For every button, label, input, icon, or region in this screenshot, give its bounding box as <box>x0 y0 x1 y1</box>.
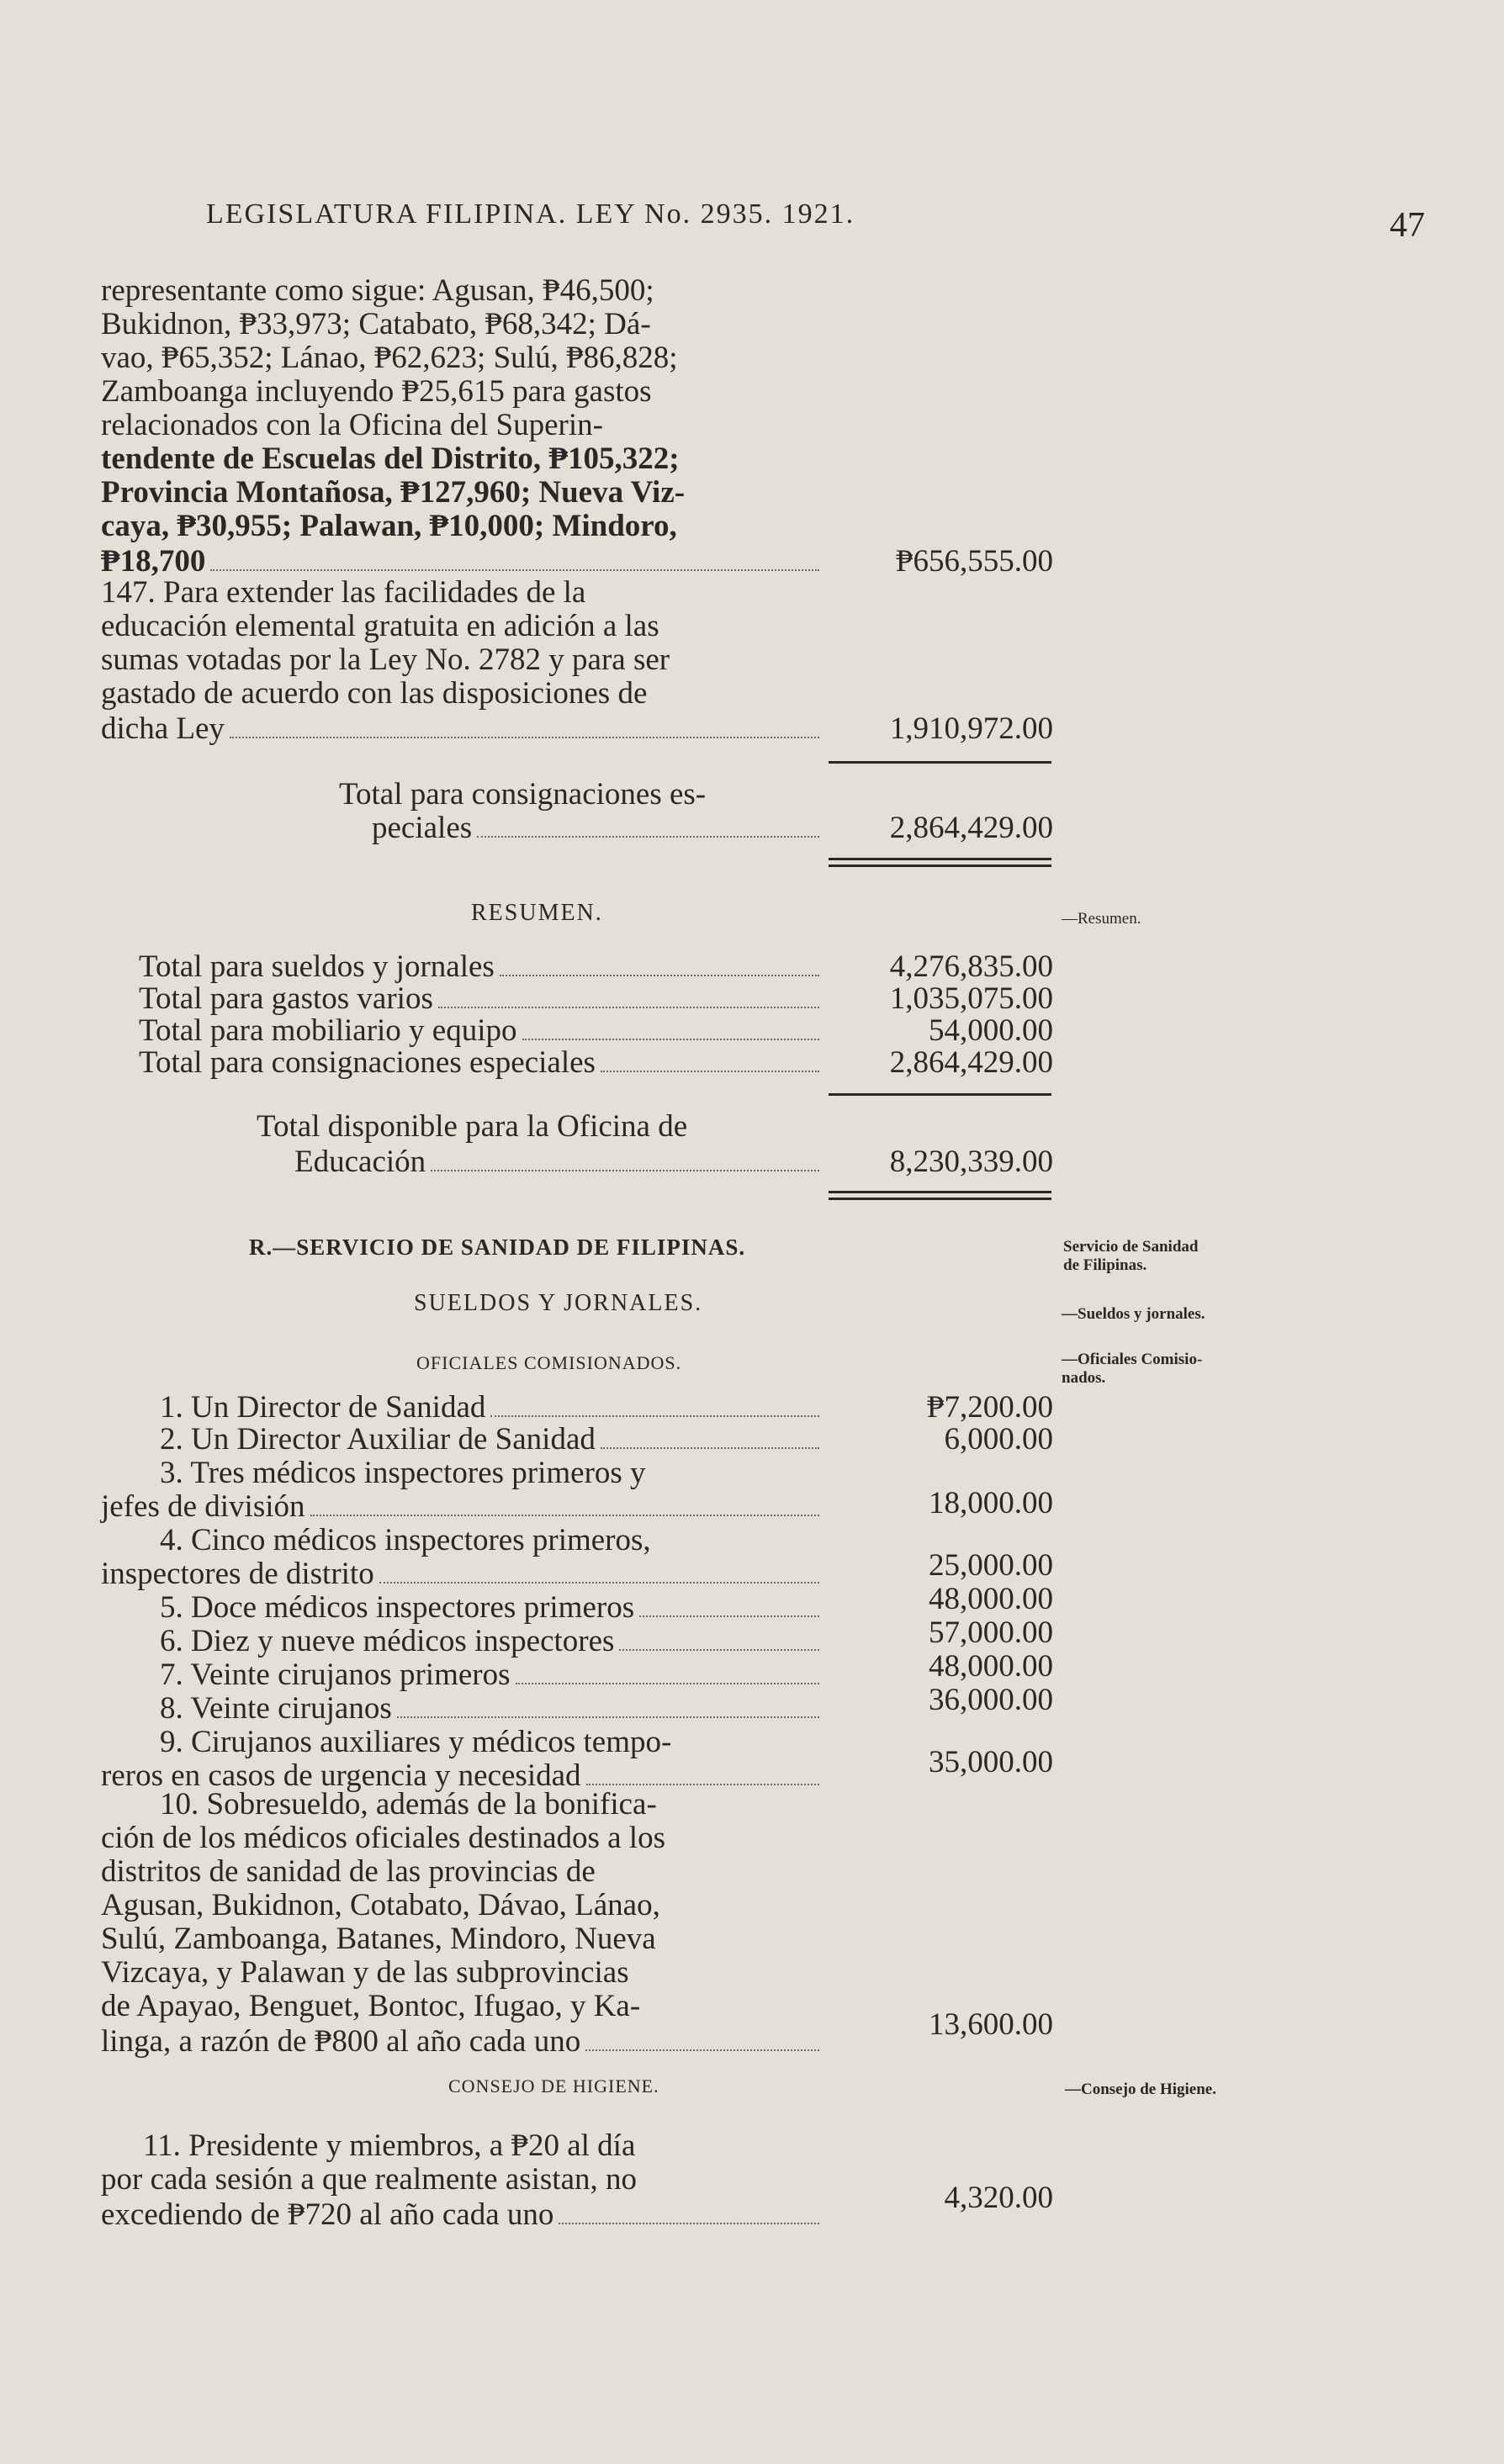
amount: ₱7,200.00 <box>926 1390 1053 1425</box>
leader-dots <box>379 1582 819 1584</box>
minor-heading: OFICIALES COMISIONADOS. <box>416 1352 682 1373</box>
item-label: 4. Cinco médicos inspectores primeros, <box>160 1523 651 1557</box>
text-line: excediendo de ₱720 al año cada uno <box>101 2197 554 2232</box>
item-11 <box>101 2129 826 2197</box>
amount: 4,320.00 <box>944 2181 1053 2215</box>
double-rule <box>829 858 1051 860</box>
summary-row <box>139 1013 824 1046</box>
summary-row <box>139 1044 824 1078</box>
amount: 25,000.00 <box>929 1548 1053 1583</box>
item-label: 9. Cirujanos auxiliares y médicos tempo- <box>160 1725 672 1759</box>
subtotal-label: peciales <box>372 811 473 845</box>
text-line: educación elemental gratuita en adición a las <box>101 609 659 643</box>
row-label: Total para sueldos y jornales <box>139 949 495 984</box>
leader-line <box>294 1144 824 1177</box>
leader-line <box>101 2023 824 2057</box>
amount: 4,276,835.00 <box>889 949 1053 984</box>
text-line: caya, ₱30,955; Palawan, ₱10,000; Mindoro, <box>101 509 677 543</box>
leader-dots <box>438 1007 819 1008</box>
margin-note <box>1062 1351 1202 1388</box>
text-line: representante como sigue: Agusan, ₱46,500; <box>101 273 654 308</box>
item-row <box>160 1690 824 1724</box>
text-line: tendente de Escuelas del Distrito, ₱105,322; <box>101 442 680 476</box>
summary-row <box>139 949 824 982</box>
total-label: Educación <box>294 1145 426 1179</box>
text-line: 147. Para extender las facilidades de la <box>101 575 586 610</box>
item-label: 2. Un Director Auxiliar de Sanidad <box>160 1422 596 1457</box>
margin-note-line: nados. <box>1062 1369 1106 1387</box>
amount: 2,864,429.00 <box>889 1045 1053 1080</box>
text-line: ción de los médicos oficiales destinados a los <box>101 1821 665 1855</box>
text-line: linga, a razón de ₱800 al año cada uno <box>101 2024 581 2059</box>
row-label: Total para gastos varios <box>139 981 433 1016</box>
leader-dots <box>310 1515 819 1516</box>
leader-line <box>101 543 824 577</box>
summary-row <box>139 981 824 1014</box>
subtotal-label: Total para consignaciones es- <box>339 777 707 812</box>
leader-dots <box>500 975 819 976</box>
margin-note-line: de Filipinas. <box>1063 1256 1147 1274</box>
subheading: SUELDOS Y JORNALES. <box>414 1290 703 1316</box>
text-line: por cada sesión a que realmente asistan, no <box>101 2162 637 2197</box>
margin-note <box>1063 1238 1198 1275</box>
text-line: ₱18,700 <box>101 544 206 579</box>
text-line: Zamboanga incluyendo ₱25,615 para gastos <box>101 374 652 409</box>
amount: 1,035,075.00 <box>889 981 1053 1016</box>
item-label: 5. Doce médicos inspectores primeros <box>160 1590 635 1625</box>
sum-rule <box>829 761 1051 764</box>
double-rule <box>829 1198 1051 1200</box>
leader-dots <box>210 569 819 571</box>
leader-dots <box>477 836 819 838</box>
amount: 48,000.00 <box>929 1582 1053 1616</box>
page-number: 47 <box>1390 206 1425 245</box>
text-line: Vizcaya, y Palawan y de las subprovincias <box>101 1955 629 1990</box>
item-label: inspectores de distrito <box>101 1557 374 1591</box>
text-line: de Apayao, Benguet, Bontoc, Ifugao, y Ka- <box>101 1989 641 2023</box>
item-row <box>160 1623 824 1657</box>
section-heading: RESUMEN. <box>471 900 603 926</box>
leader-dots <box>619 1649 819 1651</box>
leader-dots <box>586 1784 819 1785</box>
leader-dots <box>431 1170 819 1171</box>
text-line: 10. Sobresueldo, además de la bonifica- <box>160 1787 657 1822</box>
text-line: Agusan, Bukidnon, Cotabato, Dávao, Lánao, <box>101 1888 660 1922</box>
item-label: 6. Diez y nueve médicos inspectores <box>160 1624 615 1658</box>
item-row <box>101 1556 824 1589</box>
text-line: relacionados con la Oficina del Superin- <box>101 408 603 442</box>
leader-dots <box>559 2223 819 2224</box>
amount: 36,000.00 <box>929 1683 1053 1717</box>
margin-note: —Consejo de Higiene. <box>1065 2081 1216 2098</box>
leader-dots <box>230 737 819 738</box>
item-label: jefes de división <box>101 1489 305 1524</box>
leader-dots <box>601 1071 819 1072</box>
item-row <box>160 1389 824 1423</box>
item-row <box>160 1421 824 1455</box>
margin-note-line: —Oficiales Comisio- <box>1062 1351 1203 1368</box>
margin-note-line: Servicio de Sanidad <box>1063 1238 1199 1256</box>
text-line: Bukidnon, ₱33,973; Catabato, ₱68,342; Dá- <box>101 307 651 341</box>
item-label: 3. Tres médicos inspectores primeros y <box>160 1456 646 1490</box>
row-label: Total para consignaciones especiales <box>139 1045 596 1080</box>
leader-line <box>101 2197 824 2230</box>
margin-note: —Sueldos y jornales. <box>1062 1305 1205 1323</box>
item-label: 1. Un Director de Sanidad <box>160 1390 486 1425</box>
leader-dots <box>585 2049 819 2051</box>
leader-dots <box>516 1683 819 1684</box>
leader-dots <box>522 1039 819 1040</box>
text-line: distritos de sanidad de las provincias de <box>101 1854 596 1889</box>
item-label: 8. Veinte cirujanos <box>160 1691 392 1726</box>
amount: 18,000.00 <box>929 1486 1053 1520</box>
text-line: sumas votadas por la Ley No. 2782 y para ser <box>101 642 670 677</box>
text-line: dicha Ley <box>101 711 225 746</box>
amount: 2,864,429.00 <box>889 811 1053 845</box>
amount: 48,000.00 <box>929 1649 1053 1684</box>
amount: 54,000.00 <box>929 1013 1053 1048</box>
item-row <box>160 1589 824 1623</box>
text-line: vao, ₱65,352; Lánao, ₱62,623; Sulú, ₱86,828; <box>101 341 678 375</box>
item-147 <box>101 576 826 711</box>
margin-note: —Resumen. <box>1062 910 1141 928</box>
item-row <box>101 1758 824 1791</box>
text-line: Sulú, Zamboanga, Batanes, Mindoro, Nueva <box>101 1922 656 1956</box>
minor-heading: CONSEJO DE HIGIENE. <box>448 2075 659 2097</box>
row-label: Total para mobiliario y equipo <box>139 1013 517 1048</box>
text-line: Provincia Montañosa, ₱127,960; Nueva Viz- <box>101 475 686 510</box>
amount: 13,600.00 <box>929 2007 1053 2042</box>
running-head: LEGISLATURA FILIPINA. LEY No. 2935. 1921. <box>206 198 855 230</box>
item-label: 7. Veinte cirujanos primeros <box>160 1658 511 1692</box>
leader-dots <box>490 1415 819 1417</box>
amount: 57,000.00 <box>929 1615 1053 1650</box>
double-rule <box>829 1191 1051 1193</box>
leader-dots <box>397 1716 819 1718</box>
item-label: reros en casos de urgencia y necesidad <box>101 1758 581 1793</box>
total-label: Total disponible para la Oficina de <box>257 1109 688 1144</box>
item-row <box>160 1657 824 1690</box>
amount: 1,910,972.00 <box>889 711 1053 746</box>
amount: ₱656,555.00 <box>895 544 1053 579</box>
top-paragraph <box>101 274 826 543</box>
item-row <box>101 1488 824 1522</box>
amount: 35,000.00 <box>929 1745 1053 1779</box>
amount: 6,000.00 <box>944 1422 1053 1457</box>
text-line: 11. Presidente y miembros, a ₱20 al día <box>143 2128 636 2163</box>
leader-dots <box>601 1447 819 1449</box>
double-rule <box>829 865 1051 867</box>
sum-rule <box>829 1093 1051 1096</box>
leader-line <box>101 711 824 744</box>
grand-total-amount: 8,230,339.00 <box>889 1145 1053 1179</box>
text-line: gastado de acuerdo con las disposiciones de <box>101 676 648 711</box>
leader-line <box>372 810 824 843</box>
section-heading: R.—SERVICIO DE SANIDAD DE FILIPINAS. <box>249 1235 746 1260</box>
item-10 <box>101 1788 826 2023</box>
leader-dots <box>639 1615 819 1617</box>
